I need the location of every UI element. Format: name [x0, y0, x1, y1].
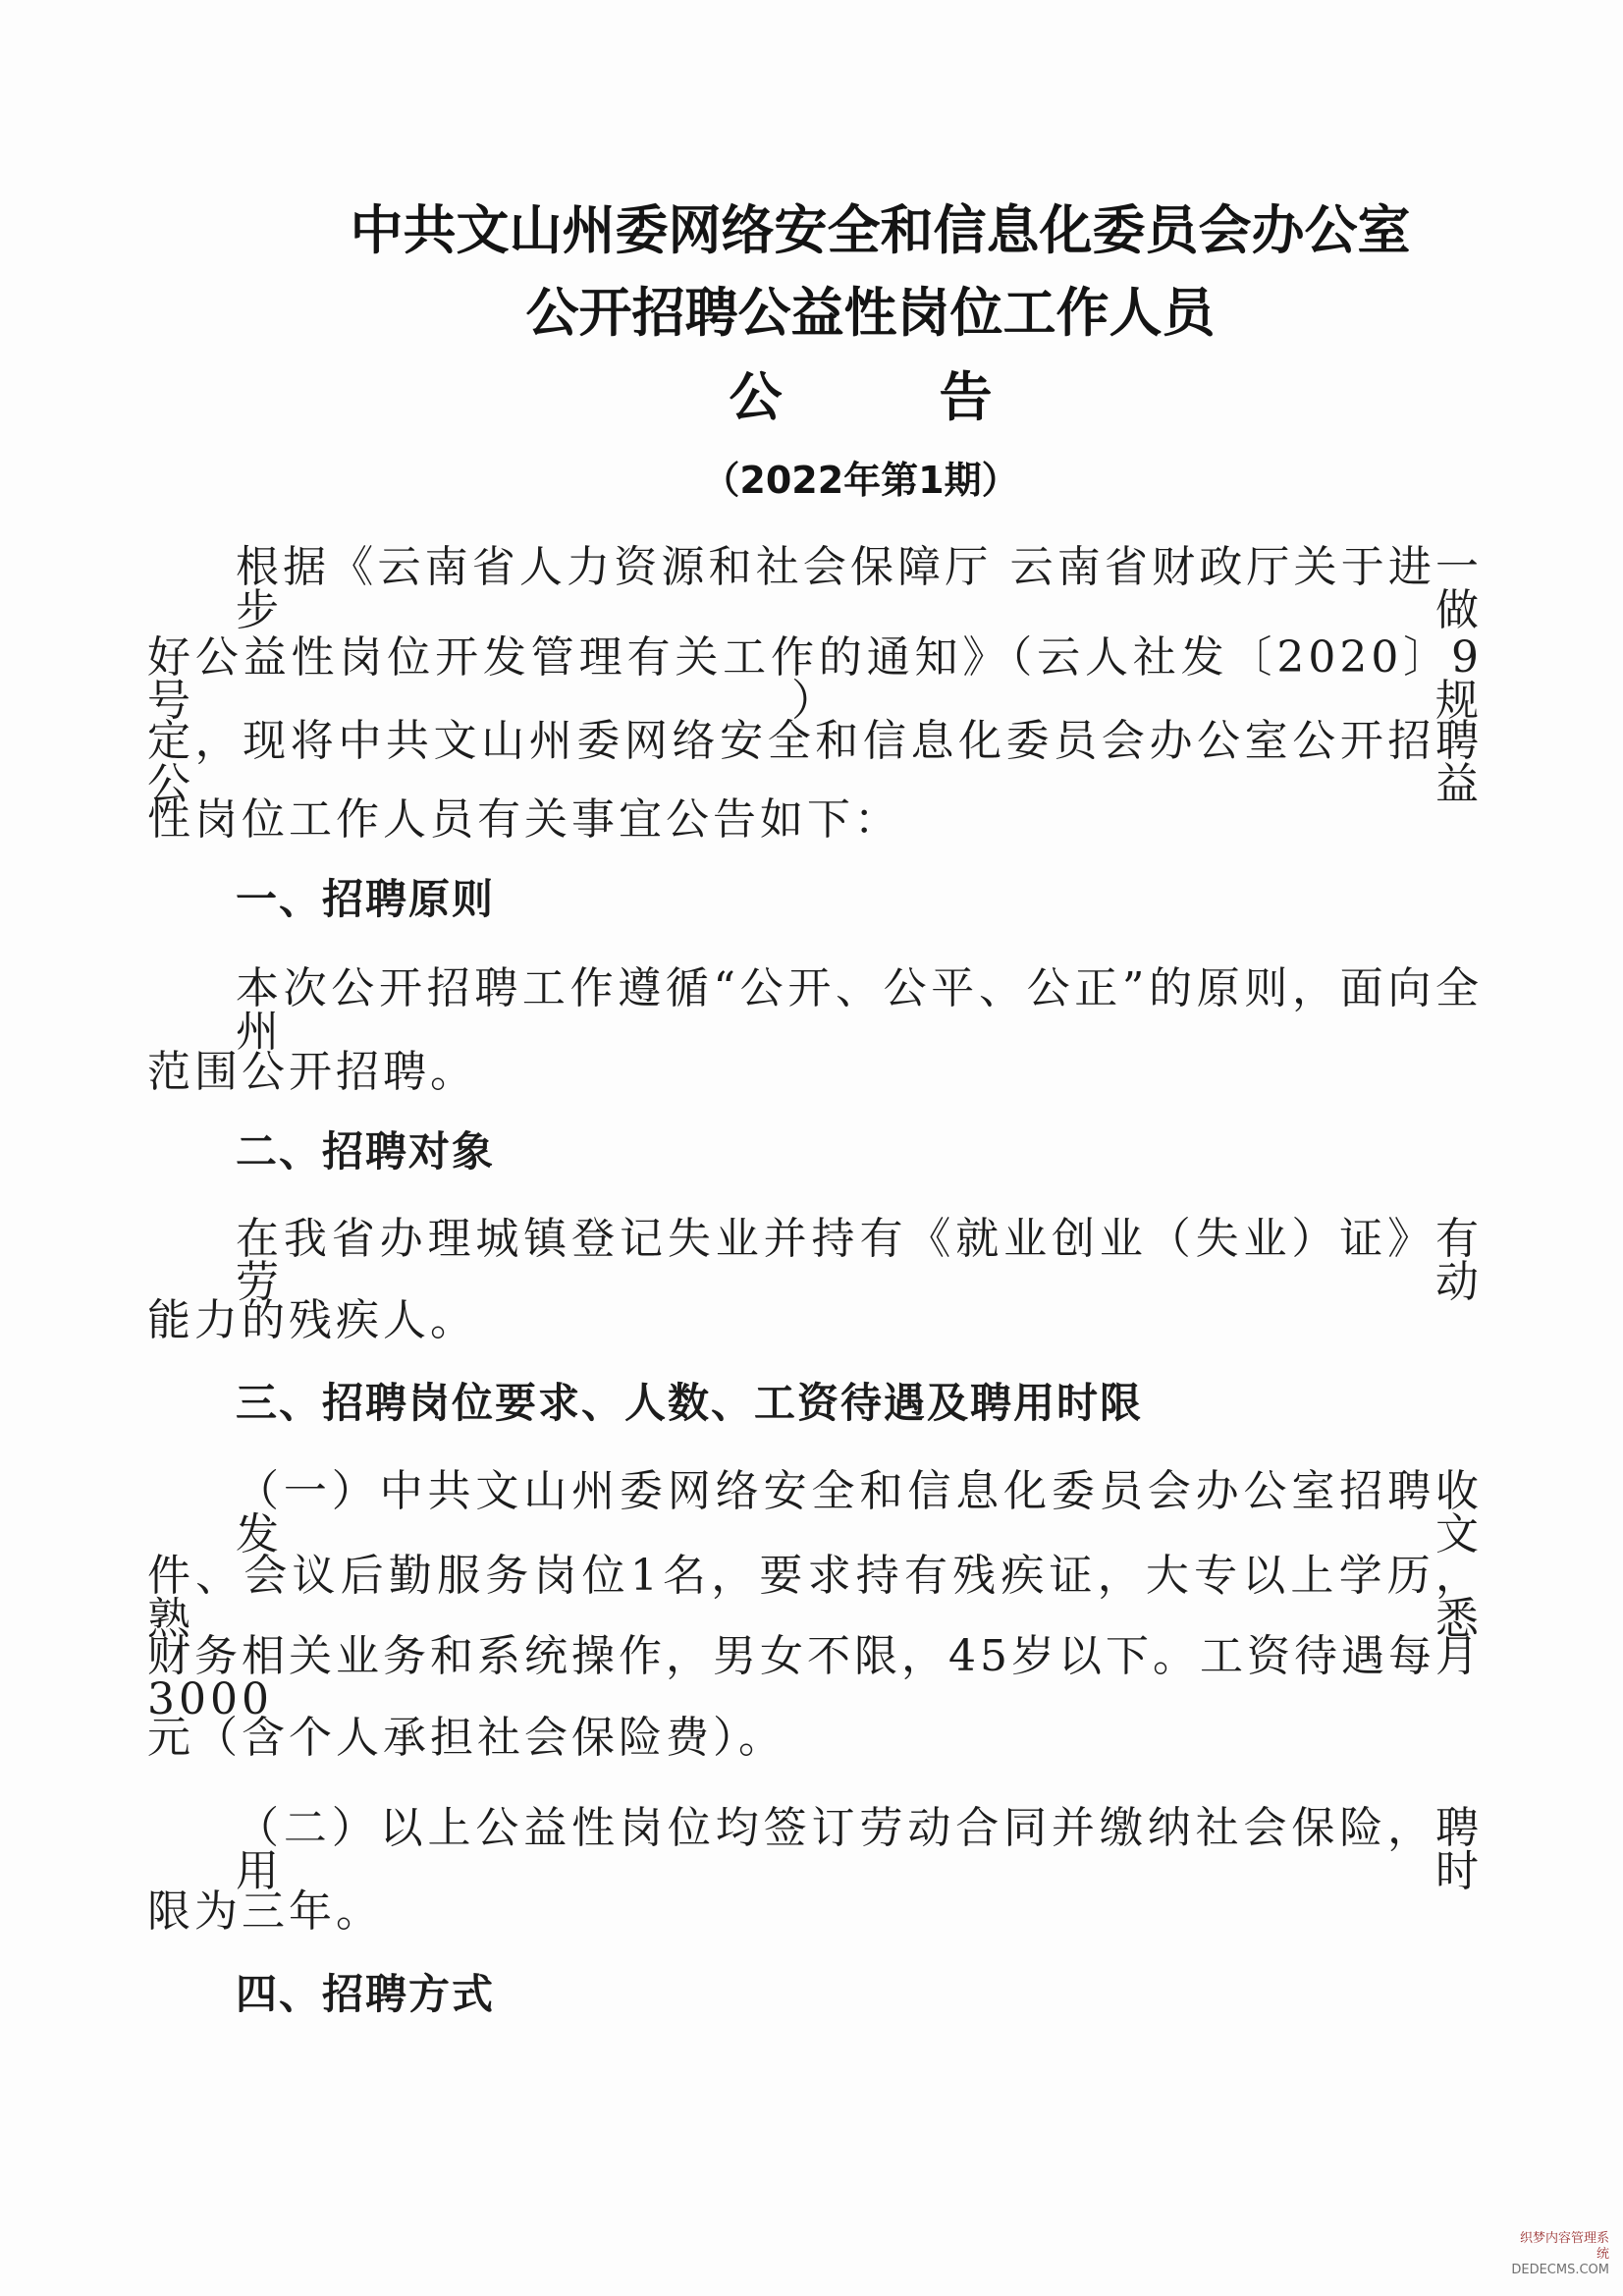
section-1-line-2: 范围公开招聘。 — [147, 1047, 477, 1097]
section-3-item-1-line-1: （一）中共文山州委网络安全和信息化委员会办公室招聘收发文 — [236, 1466, 1483, 1559]
section-3-item-1-line-2: 件、会议后勤服务岗位1名，要求持有残疾证，大专以上学历，熟悉 — [147, 1551, 1483, 1644]
intro-line-4: 性岗位工作人员有关事宜公告如下： — [147, 794, 901, 845]
section-4-heading: 四、招聘方式 — [236, 1970, 496, 2018]
intro-line-3: 定，现将中共文山州委网络安全和信息化委员会办公室公开招聘公益 — [147, 716, 1483, 809]
intro-line-2: 好公益性岗位开发管理有关工作的通知》（云人社发〔2020〕9号）规 — [147, 632, 1483, 726]
section-3-item-1-line-3: 财务相关业务和系统操作，男女不限，45岁以下。工资待遇每月3000 — [147, 1631, 1483, 1724]
issue-number: （2022年第1期） — [702, 459, 1019, 502]
intro-line-1: 根据《云南省人力资源和社会保障厅 云南省财政厅关于进一步做 — [236, 542, 1483, 635]
title-line-1: 中共文山州委网络安全和信息化委员会办公室 — [350, 199, 1411, 261]
watermark-line-2: DEDECMS.COM — [1511, 2263, 1609, 2277]
watermark-line-1: 织梦内容管理系统 — [1519, 2231, 1609, 2262]
title-line-2: 公开招聘公益性岗位工作人员 — [525, 282, 1216, 344]
section-1-line-1: 本次公开招聘工作遵循“公开、公平、公正”的原则，面向全州 — [236, 963, 1483, 1057]
title-line-3: 公告 — [729, 366, 1150, 428]
section-3-item-2-line-1: （二）以上公益性岗位均签订劳动合同并缴纳社会保险，聘用时 — [236, 1803, 1483, 1896]
section-2-line-1: 在我省办理城镇登记失业并持有《就业创业（失业）证》有劳动 — [236, 1214, 1483, 1307]
section-3-item-1-line-4: 元（含个人承担社会保险费）。 — [147, 1713, 785, 1763]
site-watermark — [1511, 2231, 1609, 2278]
section-2-line-2: 能力的残疾人。 — [147, 1295, 477, 1345]
section-3-heading: 三、招聘岗位要求、人数、工资待遇及聘用时限 — [236, 1379, 1144, 1427]
section-1-heading: 一、招聘原则 — [236, 875, 496, 923]
section-3-item-2-line-2: 限为三年。 — [147, 1886, 383, 1937]
section-2-heading: 二、招聘对象 — [236, 1127, 496, 1175]
